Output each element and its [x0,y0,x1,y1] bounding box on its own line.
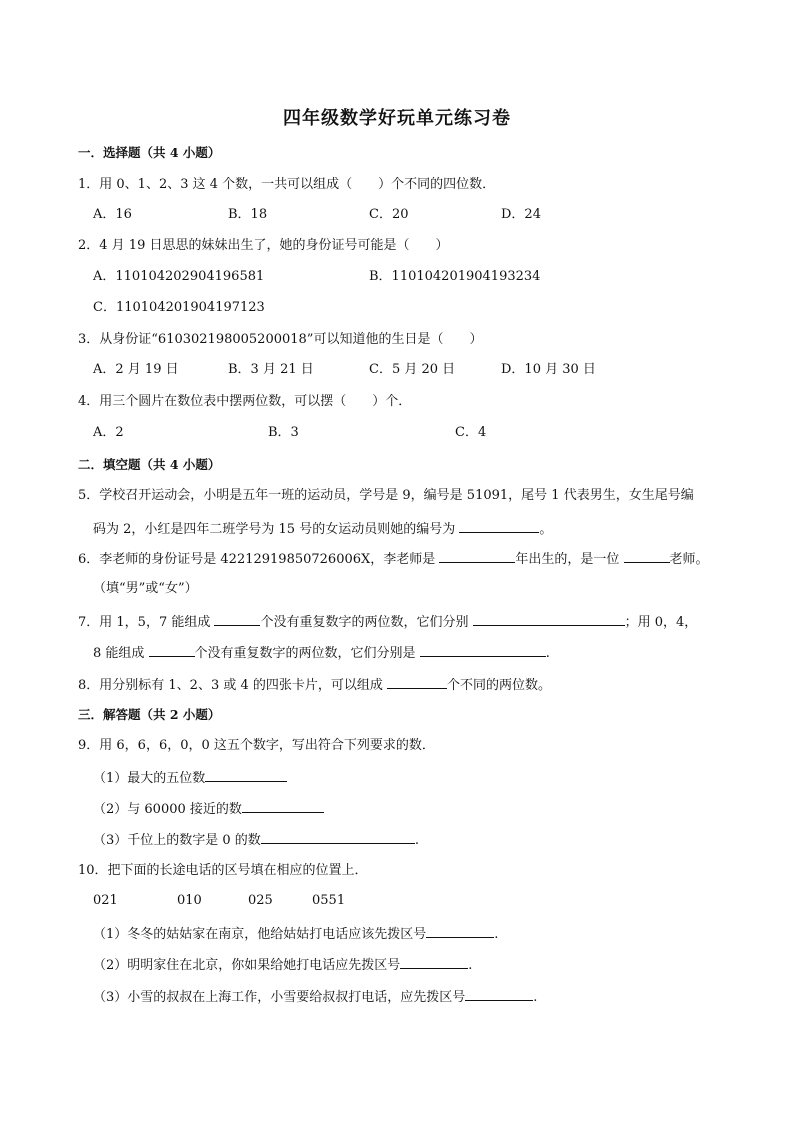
area-code-4: 0551 [312,893,346,908]
q7-count-blank-2[interactable] [149,643,195,657]
question-6-line1 [78,549,709,569]
q3-option-a: A．2 月 19 日 [93,362,179,377]
question-2-stem: 2．4 月 19 日思思的妹妹出生了，她的身份证号可能是（ ） [78,238,449,253]
q5-answer-blank[interactable] [459,519,539,533]
q9-part-1-blank[interactable] [205,768,287,782]
q9-part-3-blank[interactable] [261,830,415,844]
q9-part-2 [93,799,324,819]
q7-text-pre: 7．用 1，5，7 能组成 [78,615,215,630]
q7-text-post-2: . [545,646,550,661]
q9-part-2-text: （2）与 60000 接近的数 [93,802,242,817]
section-heading-solve: 三．解答题（共 2 小题） [78,707,221,722]
question-3-stem: 3．从身份证“610302198005200018”可以知道他的生日是（ ） [78,332,483,347]
q7-text-mid-2: 个没有重复数字的两位数，它们分别是 [194,646,420,661]
q9-part-3-end: . [414,833,419,848]
q6-text-post: 老师。 [669,552,709,567]
q6-text-pre: 6．李老师的身份证号是 42212919850726006X，李老师是 [78,552,440,567]
question-5-line2 [93,519,552,539]
section-heading-choice: 一．选择题（共 4 小题） [78,145,221,160]
q3-option-d: D．10 月 30 日 [501,362,596,377]
area-code-3: 025 [248,893,273,908]
q1-option-c: C．20 [369,207,409,222]
q1-option-b: B．18 [228,207,268,222]
q9-part-3-text: （3）千位上的数字是 0 的数 [93,833,261,848]
q1-option-a: A．16 [93,207,132,222]
q6-year-blank[interactable] [439,549,515,563]
q7-list-blank-2[interactable] [420,643,546,657]
q8-answer-blank[interactable] [387,675,447,689]
q2-option-b: B．110104201904193234 [369,269,541,284]
q10-part-1 [93,924,498,944]
q10-part-2 [93,955,472,975]
q9-part-2-blank[interactable] [242,799,324,813]
q2-option-c: C．110104201904197123 [93,300,265,315]
q2-option-a: A．110104202904196581 [93,269,265,284]
q7-count-blank-1[interactable] [214,612,260,626]
q5-end: 。 [539,522,553,537]
q8-text-pre: 8．用分别标有 1、2、3 或 4 的四张卡片，可以组成 [78,678,388,693]
q8-text-post: 个不同的两位数。 [447,678,552,693]
q7-text-mid: 个没有重复数字的两位数，它们分别 [260,615,473,630]
q10-part-2-end: . [468,958,473,973]
q10-part-1-end: . [494,927,499,942]
question-8 [78,675,551,695]
q3-option-b: B．3 月 21 日 [228,362,314,377]
q6-text-mid: 年出生的，是一位 [515,552,624,567]
q3-option-c: C．5 月 20 日 [369,362,456,377]
page-title: 四年级数学好玩单元练习卷 [283,108,511,129]
q4-option-c: C．4 [455,425,487,440]
q10-part-3 [93,987,537,1007]
q7-list-blank-1[interactable] [473,612,625,626]
q10-part-3-end: . [533,990,538,1005]
q7-text-post: ；用 0，4， [624,615,698,630]
q9-part-1 [93,768,287,788]
q7-text-pre-2: 8 能组成 [93,646,149,661]
q10-part-2-text: （2）明明家住在北京，你如果给她打电话应先拨区号 [93,958,401,973]
question-1-stem: 1．用 0、1、2、3 这 4 个数，一共可以组成（ ）个不同的四位数． [78,177,496,192]
q10-part-3-blank[interactable] [465,987,533,1001]
q10-part-3-text: （3）小雪的叔叔在上海工作，小雪要给叔叔打电话，应先拨区号 [93,990,466,1005]
question-10-stem: 10．把下面的长途电话的区号填在相应的位置上． [78,863,368,878]
area-code-2: 010 [177,893,202,908]
q5-text: 码为 2，小红是四年二班学号为 15 号的女运动员则她的编号为 [93,522,460,537]
question-4-stem: 4．用三个圆片在数位表中摆两位数，可以摆（ ）个． [78,394,412,409]
question-9-stem: 9．用 6，6，6，0，0 这五个数字，写出符合下列要求的数． [78,738,435,753]
q9-part-1-text: （1）最大的五位数 [93,771,206,786]
q6-gender-blank[interactable] [624,549,670,563]
q4-option-a: A．2 [93,425,124,440]
q1-option-d: D．24 [501,207,541,222]
q10-part-1-text: （1）冬冬的姑姑家在南京，他给姑姑打电话应该先拨区号 [93,927,427,942]
question-6-line2: （填“男”或“女”） [93,581,198,596]
question-7-line2 [93,643,550,663]
area-code-1: 021 [93,893,118,908]
question-5-line1: 5．学校召开运动会，小明是五年一班的运动员，学号是 9，编号是 51091，尾号 1 代表男生，女生尾号编 [78,488,694,503]
q10-part-2-blank[interactable] [400,955,468,969]
q9-part-3 [93,830,419,850]
section-heading-fill: 二．填空题（共 4 小题） [78,457,221,472]
question-7-line1 [78,612,697,632]
q10-part-1-blank[interactable] [426,924,494,938]
q4-option-b: B．3 [268,425,299,440]
